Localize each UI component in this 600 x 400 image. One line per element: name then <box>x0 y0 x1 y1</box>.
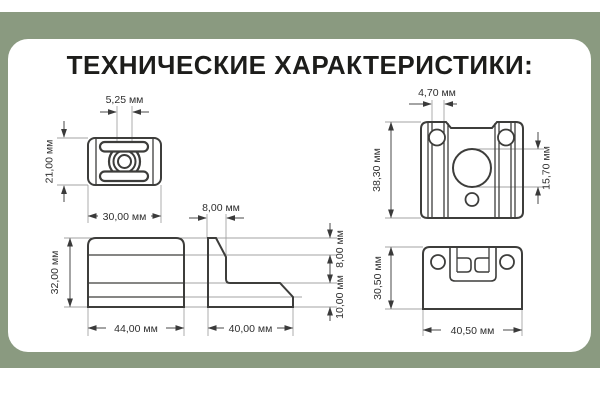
drawing-plate-back-view <box>372 247 522 337</box>
dim-label-right-lower: 10,00 мм <box>334 275 346 319</box>
dim-label-wall: 8,00 мм <box>202 202 240 214</box>
mount-hole-left <box>431 255 445 269</box>
hook-tab-left <box>457 258 471 272</box>
screw-hole <box>118 155 131 168</box>
dim-label-left: 38,30 мм <box>371 148 383 192</box>
plate-back-outline <box>423 247 522 309</box>
dim-label-side-width: 40,00 мм <box>228 323 273 335</box>
hook-tab-right <box>475 258 489 272</box>
dim-label-height: 32,00 мм <box>49 250 61 295</box>
plate-part-outline <box>421 122 523 218</box>
center-hole <box>453 149 491 187</box>
dim-label-bottom: 30,00 мм <box>102 211 147 223</box>
drawing-bracket-views <box>49 202 346 336</box>
mount-hole-right <box>500 255 514 269</box>
drawing-plate-front-view <box>371 87 553 218</box>
bracket-front-view <box>88 238 184 307</box>
dim-label-bottom: 40,50 мм <box>450 325 495 337</box>
mount-hole-left <box>429 130 445 146</box>
drawing-mount-top-view <box>44 94 162 223</box>
dim-label-left: 30,50 мм <box>372 256 384 300</box>
mount-hole-right <box>498 130 514 146</box>
dim-label-right: 15,70 мм <box>540 146 553 190</box>
dim-label-left: 21,00 мм <box>43 139 56 184</box>
dimensions <box>372 248 522 338</box>
dim-label-right-upper: 8,00 мм <box>334 230 346 268</box>
dim-label-front-width: 44,00 мм <box>114 323 158 335</box>
dim-label-top: 4,70 мм <box>418 87 456 99</box>
tie-slot-bottom <box>100 172 148 182</box>
lower-hole <box>466 193 479 206</box>
projection-lines <box>64 214 337 336</box>
dimensions <box>49 202 346 335</box>
dimensions <box>44 94 161 223</box>
dim-label-top: 5,25 мм <box>105 94 144 106</box>
tie-slot-top <box>100 142 148 152</box>
mount-part-outline <box>88 138 161 185</box>
page-title: ТЕХНИЧЕСКИЕ ХАРАКТЕРИСТИКИ: <box>66 50 534 80</box>
